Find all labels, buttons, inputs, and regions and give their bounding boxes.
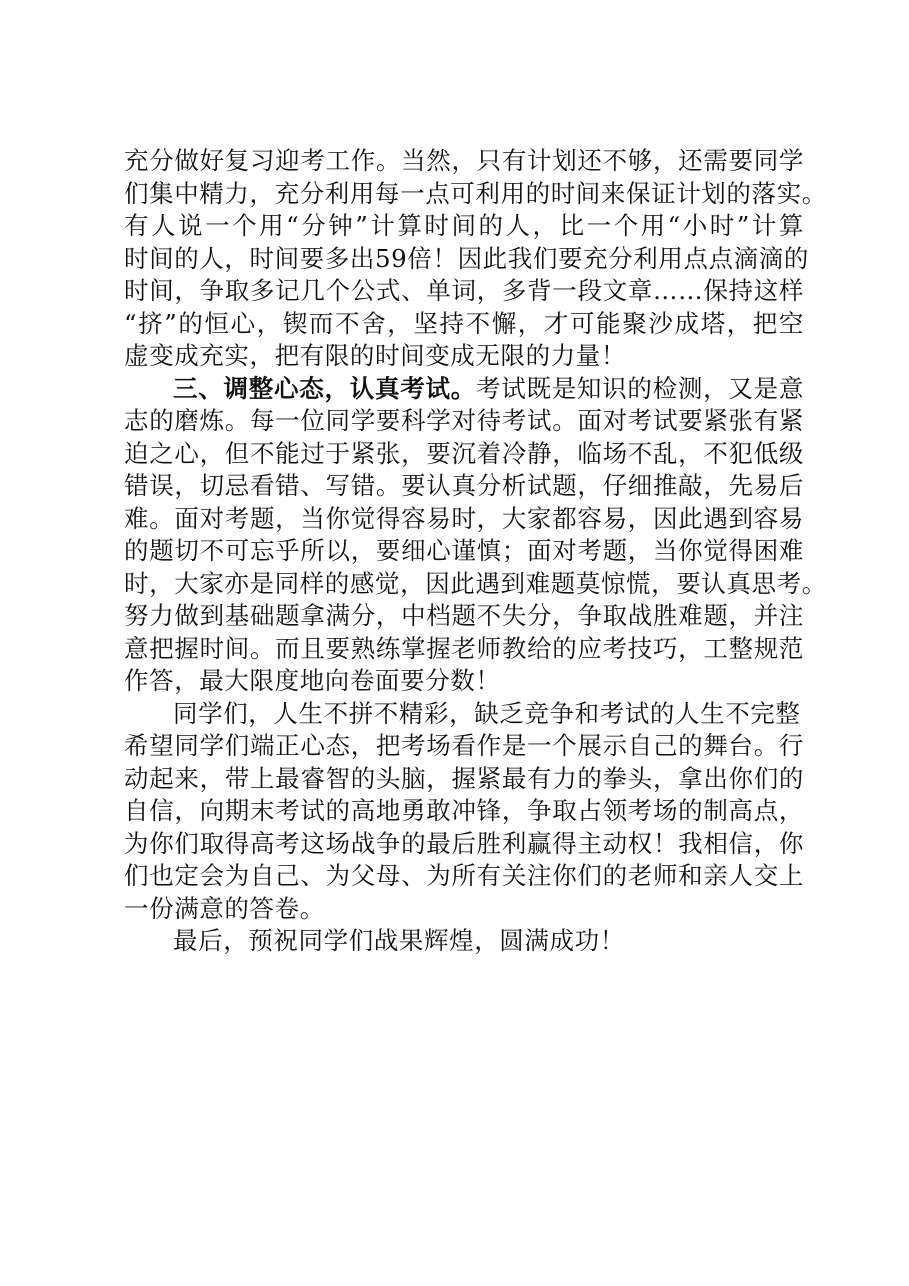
text-line: “挤”的恒心，锲而不舍，坚持不懈，才可能聚沙成塔，把空 [124, 308, 804, 338]
paragraph-exam-attitude [124, 373, 827, 698]
paragraph-closing [124, 925, 804, 958]
text-line: 虚变成充实，把有限的时间变成无限的力量！ [124, 341, 626, 370]
text-line [124, 373, 804, 406]
text-line: 时间，争取多记几个公式、单词，多背一段文章……保持这样 [124, 276, 804, 305]
text-line: 的题切不可忘乎所以，要细心谨慎；面对考题，当你觉得困难 [124, 536, 804, 565]
text-line: 迫之心，但不能过于紧张，要沉着冷静，临场不乱，不犯低级 [124, 438, 804, 468]
text-line: 充分做好复习迎考工作。当然，只有计划还不够，还需要同学 [124, 146, 804, 175]
text-line: 时，大家亦是同样的感觉，因此遇到难题莫惊慌，要认真思考。 [124, 568, 827, 598]
text-line: 希望同学们端正心态，把考场看作是一个展示自己的舞台。行 [124, 731, 804, 760]
text-line: 同学们，人生不拼不精彩，缺乏竞争和考试的人生不完整 [173, 698, 801, 728]
document-body [124, 145, 827, 958]
paragraph-time-management [124, 145, 827, 373]
text-line: 难。面对考题，当你觉得容易时，大家都容易，因此遇到容易 [124, 503, 804, 533]
text-line: 努力做到基础题拿满分，中档题不失分，争取战胜难题，并注 [124, 601, 804, 630]
text-line: 动起来，带上最睿智的头脑，握紧最有力的拳头，拿出你们的 [124, 763, 804, 793]
text-line: 一份满意的答卷。 [124, 893, 325, 923]
text-line: 们集中精力，充分利用每一点可利用的时间来保证计划的落实。 [124, 178, 827, 208]
paragraph-encouragement [124, 698, 804, 926]
text-line: 时间的人，时间要多出59倍！因此我们要充分利用点点滴滴的 [124, 243, 809, 273]
text-line: 们也定会为自己、为父母、为所有关注你们的老师和亲人交上 [124, 861, 804, 890]
text-line: 有人说一个用“分钟”计算时间的人，比一个用“小时”计算 [124, 211, 804, 240]
text-line: 为你们取得高考这场战争的最后胜利赢得主动权！我相信，你 [124, 828, 804, 858]
text-run: 考试既是知识的检测，又是意 [475, 373, 804, 403]
text-line: 自信，向期末考试的高地勇敢冲锋，争取占领考场的制高点， [124, 796, 804, 825]
text-line: 意把握时间。而且要熟练掌握老师教给的应考技巧，工整规范 [124, 633, 804, 663]
text-line: 错误，切忌看错、写错。要认真分析试题，仔细推敲，先易后 [124, 471, 804, 500]
text-line: 作答，最大限度地向卷面要分数！ [124, 666, 501, 695]
text-line: 最后，预祝同学们战果辉煌，圆满成功！ [173, 926, 625, 955]
text-line: 志的磨炼。每一位同学要科学对待考试。面对考试要紧张有紧 [124, 406, 804, 435]
section-heading: 三、调整心态，认真考试。 [173, 373, 476, 403]
